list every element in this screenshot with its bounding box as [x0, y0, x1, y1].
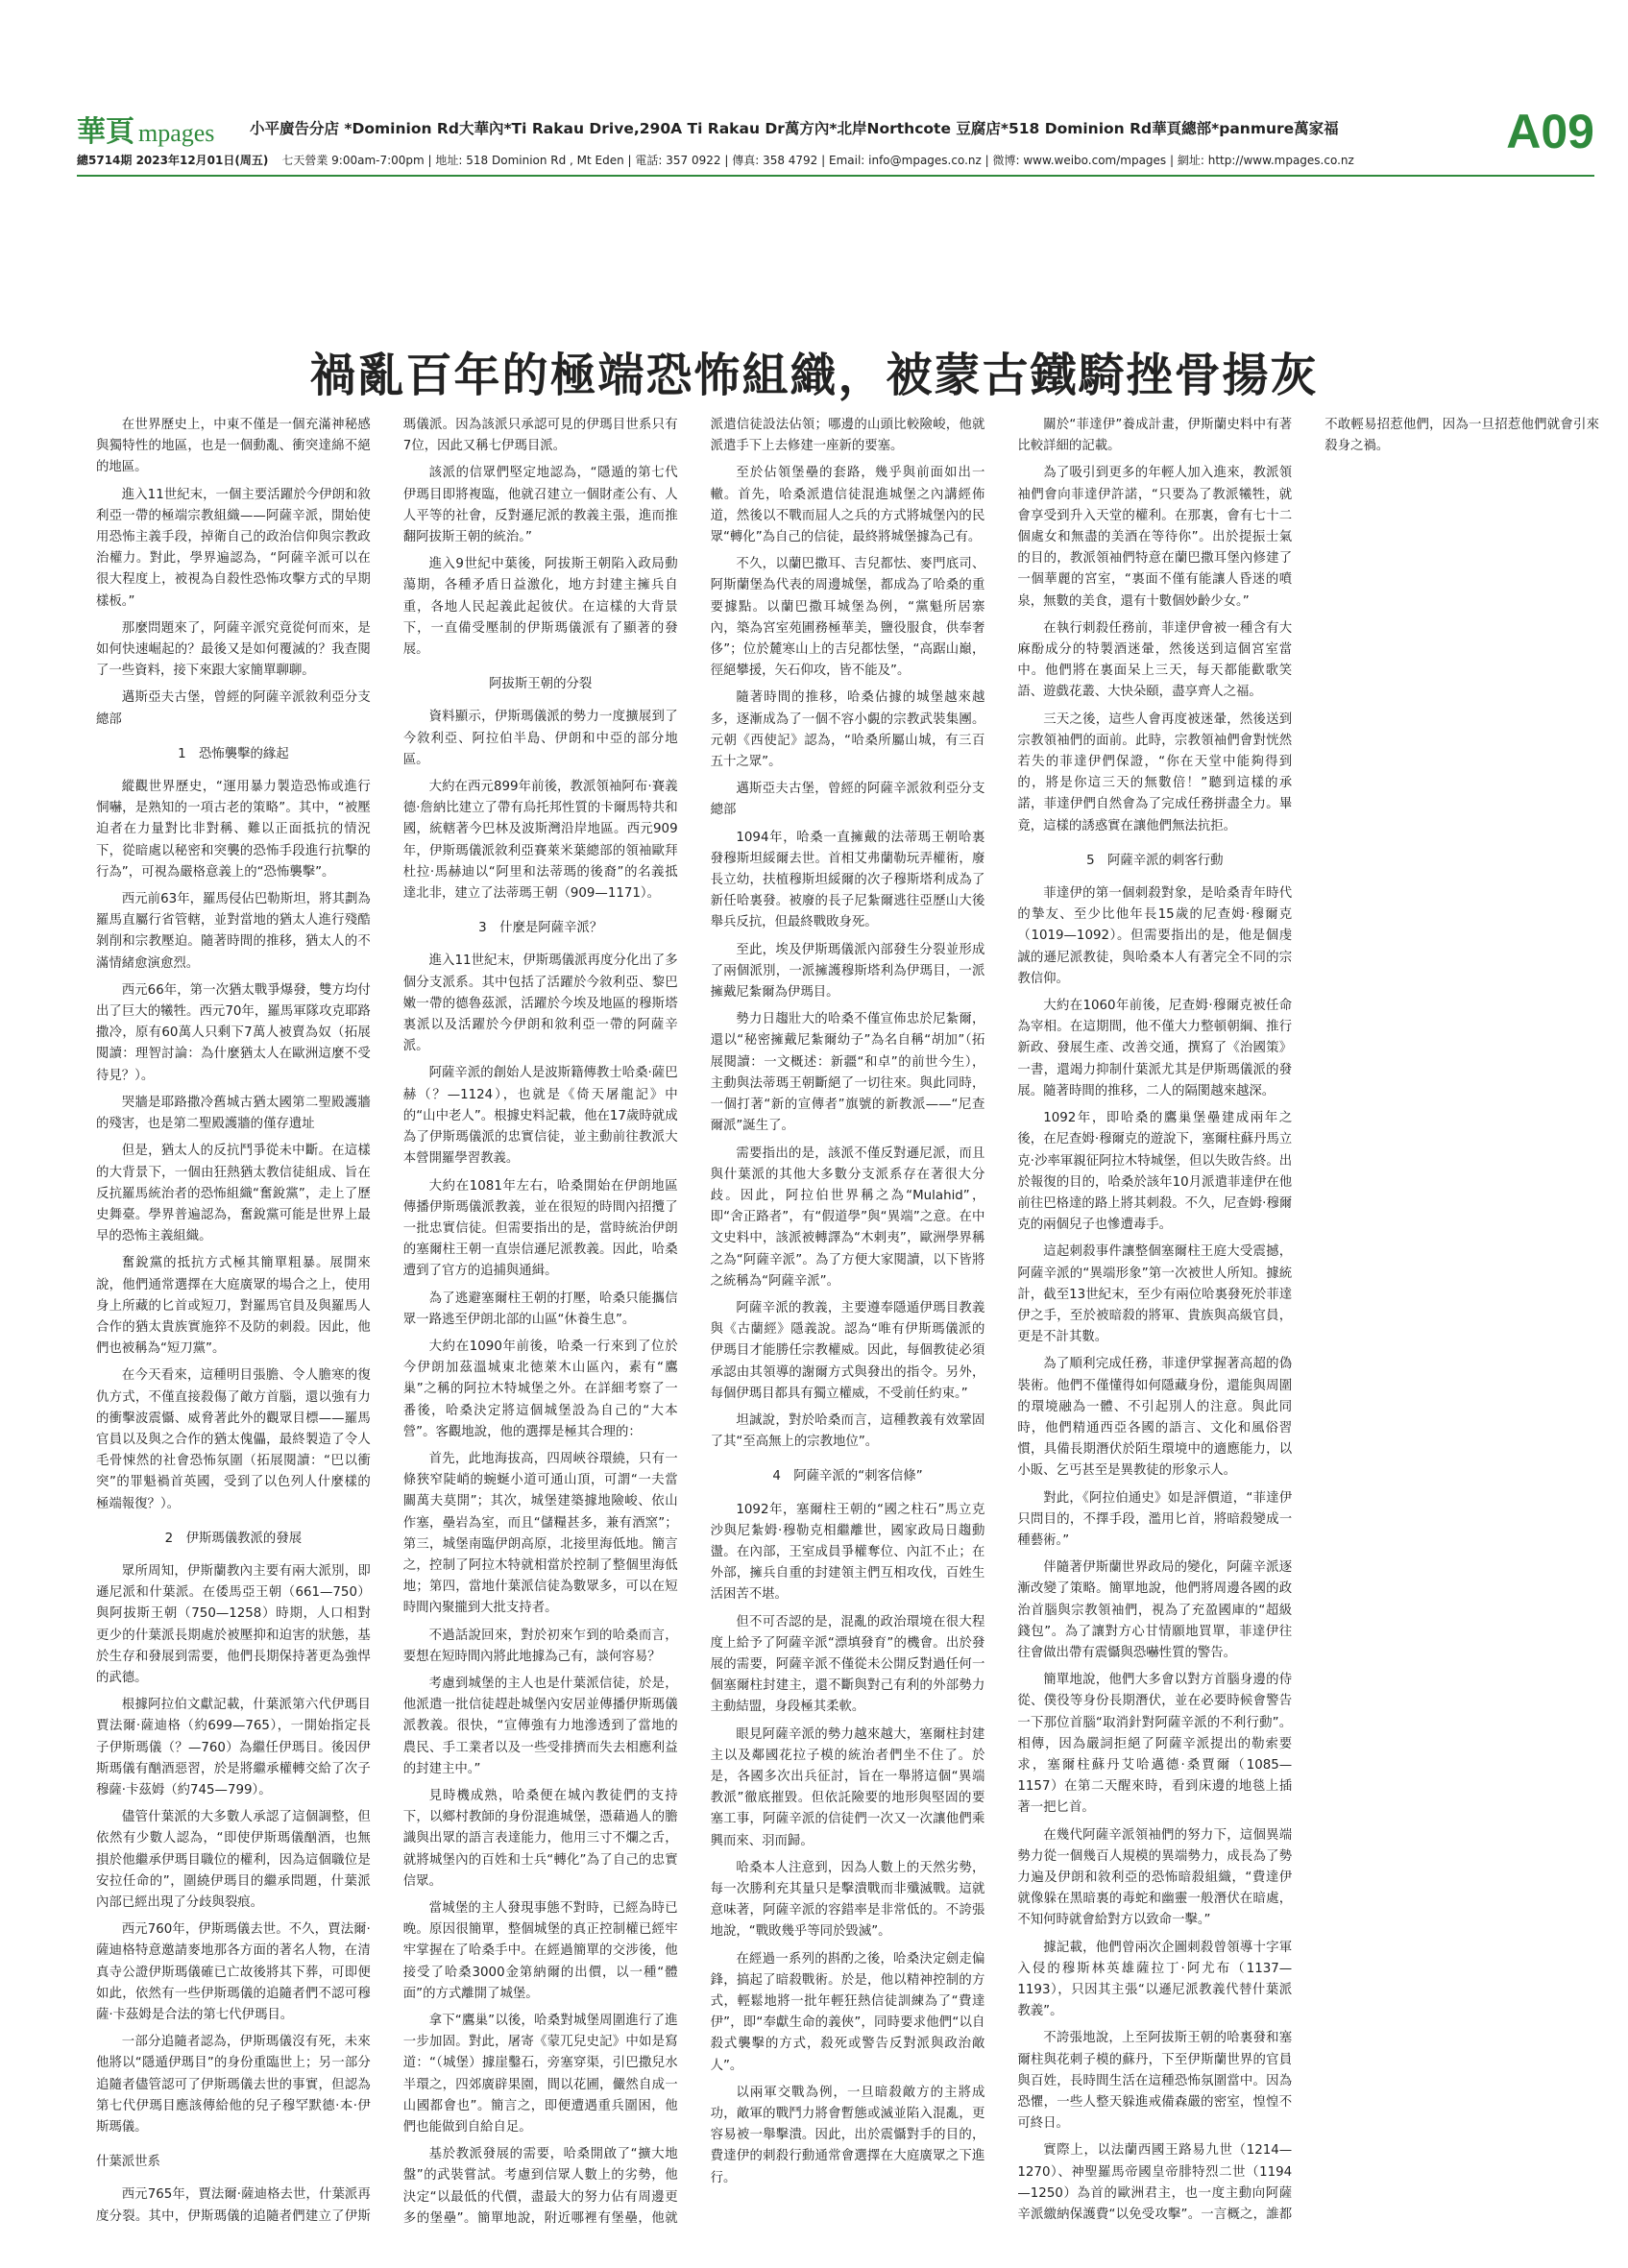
newspaper-logo — [77, 108, 214, 150]
paragraph: 眾所周知，伊斯蘭教內主要有兩大派別，即遜尼派和什葉派。在倭馬亞王朝（661—750）與阿拔斯王朝（750—1258）時期，人口相對更少的什葉派長期處於被壓抑和迫害的狀態，基於生存和發展到需要，他們長期保持著更為強悍的武德。 — [96, 1563, 371, 1685]
paragraph: 1094年，哈桑一直擁戴的法蒂瑪王朝哈裏發穆斯坦綏爾去世。首相艾弗蘭勒玩弄權術，廢長立幼，扶植穆斯坦綏爾的次子穆斯塔利成為了新任哈裏發。被廢的長子尼紮爾逃往亞歷山大後舉兵反抗，但最終戰敗身死。 — [710, 830, 985, 930]
section-heading: 1 恐怖襲擊的緣起 — [178, 746, 289, 761]
issue-number-date: 總5714期 2023年12月01日(周五) — [77, 154, 269, 167]
paragraph: 邁斯亞夫古堡，曾經的阿薩辛派敘利亞分支總部 — [96, 690, 371, 727]
paragraph: 大約在1081年左右，哈桑開始在伊朗地區傳播伊斯瑪儀派教義，並在很短的時間內招攬了一批忠實信徒。但需要指出的是，當時統治伊朗的塞爾柱王朝一直崇信遜尼派教義。因此，哈桑遭到了官方的追捕與通緝。 — [402, 1178, 678, 1279]
paragraph: 在幾代阿薩辛派領袖們的努力下，這個異端勢力從一個幾百人規模的異端勢力，成長為了勢力遍及伊朗和敘利亞的恐怖暗殺組織，“費達伊就像躲在黑暗裏的毒蛇和幽靈一般潛伏在暗處，不知何時就會給對方以致命一擊。” — [1017, 1827, 1293, 1928]
logo-cn: 華頁 — [77, 115, 134, 149]
paragraph: 進入11世紀末，伊斯瑪儀派再度分化出了多個分支派系。其中包括了活躍於今敘利亞、黎巴嫩一帶的德魯茲派，活躍於今埃及地區的穆斯塔裏派以及活躍於今伊朗和敘利亞一帶的阿薩辛派。 — [402, 953, 678, 1054]
paragraph: 但不可否認的是，混亂的政治環境在很大程度上給予了阿薩辛派“漂填發育”的機會。出於發展的需要，阿薩辛派不僅從未公開反對過任何一個塞爾柱封建主，還不斷與對己有利的外部勢力主動結盟，身段極其柔軟。 — [710, 1614, 985, 1715]
paragraph: 奮銳黨的抵抗方式極其簡單粗暴。展開來說，他們通常選擇在大庭廣眾的場合之上，使用身上所藏的匕首或短刀，對羅馬官員及與羅馬人合作的猶太貴族實施猝不及防的刺殺。因此，他們也被稱為“短刀黨”。 — [96, 1256, 371, 1357]
paragraph: 邁斯亞夫古堡，曾經的阿薩辛派敘利亞分支總部 — [710, 782, 985, 818]
paragraph: 簡單地說，他們大多會以對方首腦身邊的侍從、僕役等身份長期潛伏，並在必要時候會警告一下那位首腦“取消針對阿薩辛派的不利行動”。相傳，因為嚴詞拒絕了阿薩辛派提出的勒索要求，塞爾柱蘇丹艾哈邁德·桑賈爾（1085—1157）在第二天醒來時，看到床邊的地毯上插著一把匕首。 — [1017, 1673, 1293, 1816]
paragraph: 根據阿拉伯文獻記載，什葉派第六代伊瑪目賈法爾·薩迪格（約699—765），一開始指定長子伊斯瑪儀（？—760）為繼任伊瑪目。後因伊斯瑪儀有酗酒惡習，於是將繼承權轉交給了次子穆薩·卡茲姆（約745—799）。 — [96, 1698, 371, 1798]
paragraph: 西元前63年，羅馬侵佔巴勒斯坦，將其劃為羅馬直屬行省管轄，並對當地的猶太人進行殘酷剝削和宗教壓迫。隨著時間的推移，猶太人的不滿情緒愈演愈烈。 — [96, 892, 371, 971]
paragraph: 需要指出的是，該派不僅反對遜尼派，而且與什葉派的其他大多數分支派系存在著很大分歧。因此，阿拉伯世界稱之為“Mulahid”，即“舍正路者”，有“假道學”與“異端”之意。在中文史料中，該派被轉譯為“木剌夷”，歐洲學界稱之為“阿薩辛派”。為了方便大家閱讀，以下皆將之統稱為“阿薩辛派”。 — [710, 1146, 985, 1289]
paragraph: 為了逃避塞爾柱王朝的打壓，哈桑只能攜信眾一路逃至伊朗北部的山區“休養生息”。 — [402, 1291, 678, 1327]
paragraph: 進入9世紀中葉後，阿拔斯王朝陷入政局動蕩期，各種矛盾日益激化，地方封建主擁兵自重，各地人民起義此起彼伏。在這樣的大背景下，一直備受壓制的伊斯瑪儀派有了顯著的發展。 — [402, 557, 678, 658]
paragraph: 哈桑本人注意到，因為人數上的天然劣勢，每一次勝利充其量只是擊潰戰而非殲滅戰。這就意味著，阿薩辛派的容錯率是非常低的。不誇張地說，“戰敗幾乎等同於毀滅”。 — [710, 1860, 985, 1940]
logo-en: mpages — [138, 119, 215, 147]
article-body — [96, 415, 1599, 2234]
paragraph: 縱觀世界歷史，“運用暴力製造恐怖或進行恫嚇，是熟知的一項古老的策略”。其中，“被壓迫者在力量對比非對稱、難以正面抵抗的情況下，從暗處以秘密和突襲的恐怖手段進行抗擊的行為”，可視為嚴格意義上的“恐怖襲擊”。 — [96, 780, 371, 880]
paragraph: 資料顯示，伊斯瑪儀派的勢力一度擴展到了今敘利亞、阿拉伯半島、伊朗和中亞的部分地區。 — [402, 710, 678, 767]
paragraph: 在今天看來，這種明目張膽、令人膽寒的復仇方式，不僅直接殺傷了敵方首腦，還以強有力的衝擊波震懾、威脅著此外的觀眾目標——羅馬官員以及與之合作的猶太傀儡，最終製造了令人毛骨悚然的社會恐怖氛圍（拓展閱讀：“巴以衝突”的罪魁禍首英國，受到了以色列人什麼樣的極端報復？）。 — [96, 1368, 371, 1511]
paragraph: 進入11世紀末，一個主要活躍於今伊朗和敘利亞一帶的極端宗教組織——阿薩辛派，開始使用恐怖主義手段，掉衛自己的政治信仰與宗教政治權力。對此，學界遍認為，“阿薩辛派可以在很大程度上，被視為自殺性恐怖攻擊方式的早期樣板。” — [96, 487, 371, 609]
paragraph: 菲達伊的第一個刺殺對象，是哈桑青年時代的摯友、至少比他年長15歲的尼查姆·穆爾克（1019—1092）。但需要指出的是，他是個虔誠的遜尼派教徒，與哈桑本人有著完全不同的宗教信仰。 — [1017, 886, 1293, 986]
paragraph: 為了吸引到更多的年輕人加入進來，教派領袖們會向菲達伊許諾，“只要為了教派犧牲，就會享受到升入天堂的權利。在那裏，會有七十二個處女和無盡的美酒在等待你”。出於提振士氣的目的，教派領袖們特意在蘭巴撒耳堡內修建了一個華麗的宮室，“裏面不僅有能讓人昏迷的噴泉，無數的美食，還有十數個妙齡少女。” — [1017, 466, 1293, 609]
paragraph: 一部分追隨者認為，伊斯瑪儀沒有死，未來他將以“隱遁伊瑪目”的身份重臨世上；另一部分追隨者儘管認可了伊斯瑪儀去世的事實，但認為第七代伊瑪目應該傳給他的兒子穆罕默德·本·伊斯瑪儀。 — [96, 2035, 371, 2135]
paragraph: 在經過一系列的斟酌之後，哈桑決定劍走偏鋒，搞起了暗殺戰術。於是，他以精神控制的方式，輕鬆地將一批年輕狂熱信徒訓練為了“費達伊”，即“奉獻生命的義俠”，同時要求他們“以自殺式襲擊的方式，殺死或警告反對派與政治敵人”。 — [710, 1951, 985, 2073]
paragraph: 勢力日趨壯大的哈桑不僅宣佈忠於尼紮爾，還以“秘密擁戴尼紮爾幼子”為名自稱“胡加”（拓展閱讀：一文概述：新疆“和卓”的前世今生），主動與法蒂瑪王朝斷絕了一切往來。與此同時，一個打著“新的宣傳者”旗號的新教派——“尼查爾派”誕生了。 — [710, 1012, 985, 1134]
section-heading: 什葉派世系 — [96, 2155, 160, 2170]
paragraph: 不久，以蘭巴撒耳、吉兒都怯、麥門底司、阿斯蘭堡為代表的周邊城堡，都成為了哈桑的重要據點。以蘭巴撒耳城堡為例，“黨魁所居寨內，築為宮室苑圃務極華美，鹽役服食，供奉奢侈”；位於麓寒山上的吉兒都怯堡，“高踞山巔，徑絕攀援，矢石仰攻，皆不能及”。 — [710, 557, 985, 679]
paragraph: 三天之後，這些人會再度被迷暈，然後送到宗教領袖們的面前。此時，宗教領袖們會對恍然若失的菲達伊們保證，“你在天堂中能夠得到的，將是你這三天的無數倍！”聽到這樣的承諾，菲達伊們自然會為了完成任務拼盡全力。畢竟，這樣的誘惑實在讓他們無法抗拒。 — [1017, 712, 1293, 833]
paragraph: 在執行刺殺任務前，菲達伊會被一種含有大麻酚成分的特製酒迷暈，然後送到這個宮室當中。他們將在裏面呆上三天，每天都能歡歌笑語、遊戲花叢、大快朵頤，盡享齊人之福。 — [1017, 620, 1293, 700]
page-number: A09 — [1506, 105, 1594, 158]
paragraph: 據記載，他們曾兩次企圖刺殺曾領導十字軍入侵的穆斯林英雄薩拉丁·阿尤布（1137—1193），只因其主張“以遜尼派教義代替什葉派教義”。 — [1017, 1940, 1293, 2019]
paragraph: 眼見阿薩辛派的勢力越來越大，塞爾柱封建主以及鄰國花拉子模的統治者們坐不住了。於是，各國多次出兵征討，旨在一舉將這個“異端教派”徹底摧毀。但依託險要的地形與堅固的要塞工事，阿薩辛派的信徒們一次又一次讓他們乘興而來、羽而歸。 — [710, 1726, 985, 1848]
paragraph: 隨著時間的推移，哈桑佔據的城堡越來越多，逐漸成為了一個不容小覷的宗教武裝集團。元朝《西使記》認為，“哈桑所屬山城，有三百五十之眾”。 — [710, 690, 985, 770]
article-headline: 禍亂百年的極端恐怖組織，被蒙古鐵騎挫骨揚灰 — [309, 349, 1319, 403]
paragraph: 大約在1060年前後，尼查姆·穆爾克被任命為宰相。在這期間，他不僅大力整頓朝綱、推行新政、發展生產、改善交通，撰寫了《治國策》一書，還竭力抑制什葉派尤其是伊斯瑪儀派的發展。隨著時間的推移，二人的隔閡越來越深。 — [1017, 999, 1293, 1098]
masthead-divider — [77, 175, 1594, 177]
paragraph: 阿薩辛派的教義，主要遵奉隱遁伊瑪目教義與《古蘭經》隱義說。認為“唯有伊斯瑪儀派的伊瑪目才能勝任宗教權威。因此，每個教徒必須承認由其領導的謝爾方式與發出的指令。另外，每個伊瑪目都具有獨立權威，不受前任約束。” — [710, 1300, 985, 1401]
contact-info: 七天營業 9:00am-7:00pm | 地址: 518 Dominion Rd , Mt Eden | 電話: 357 0922 | 傳真: 358 4792 | Email: info@mpages.co.nz | 微博: www.weibo.com/mpages | 網址: http://www.mpages.co.nz — [281, 154, 1354, 167]
paragraph: 坦誠說，對於哈桑而言，這種教義有效鞏固了其“至高無上的宗教地位”。 — [710, 1412, 985, 1450]
issue-info-line — [77, 152, 1594, 168]
paragraph: 不過話說回來，對於初來乍到的哈桑而言，要想在短時間內將此地據為己有，談何容易？ — [402, 1628, 678, 1664]
paragraph: 關於“菲達伊”養成計畫，伊斯蘭史料中有著比較詳細的記載。 — [1017, 418, 1293, 454]
paragraph: 不誇張地說，上至阿拔斯王朝的哈裏發和塞爾柱與花刺子模的蘇丹，下至伊斯蘭世界的官員與百姓，長時間生活在這種恐怖氛圍當中。因為恐懼，一些人整天躲進戒備森嚴的密室，惶惶不可終日。 — [1017, 2031, 1293, 2132]
paragraph: 當城堡的主人發現事態不對時，已經為時已晚。原因很簡單，整個城堡的真正控制權已經牢牢掌握在了哈桑手中。在經過簡單的交涉後，他接受了哈桑3000金第納爾的出價，以一種“體面”的方式離開了城堡。 — [402, 1901, 678, 2001]
paragraph: 實際上，以法蘭西國王路易九世（1214—1270）、神聖羅馬帝國皇帝腓特烈二世（1194—1250）為首的歐洲君主，也一度主動向阿薩辛派繳納保護費“以免受攻擊”。一言概之，誰都不敢輕易招惹他們，因為一旦招惹他們就會引來殺身之禍。 — [1017, 418, 1599, 2223]
paragraph: 1092年，塞爾柱王朝的“國之柱石”馬立克沙與尼紮姆·穆勒克相繼離世，國家政局日趨動盪。在內部，王室成員爭權奪位、內訌不止；在外部，擁兵自重的封建領主們互相攻伐，百姓生活困苦不堪。 — [710, 1502, 985, 1603]
paragraph: 為了順利完成任務，菲達伊掌握著高超的偽裝術。他們不僅懂得如何隱藏身份，還能與周圍的環境融為一體、不引起別人的注意。與此同時，他們精通西亞各國的語言、文化和風俗習慣，具備長期潛伏於陌生環境中的適應能力，以小販、乞丐甚至是異教徒的形象示人。 — [1017, 1357, 1293, 1479]
paragraph: 在世界歷史上，中東不僅是一個充滿神秘感與獨特性的地區，也是一個動亂、衝突達綿不絕的地區。 — [96, 418, 371, 475]
masthead — [77, 105, 1594, 175]
section-heading: 阿拔斯王朝的分裂 — [489, 677, 593, 692]
paragraph: 大約在西元899年前後，教派領袖阿布·賽義德·詹納比建立了帶有烏托邦性質的卡爾馬特共和國，統轄著今巴林及波斯灣沿岸地區。西元909年，伊斯瑪儀派敘利亞賽萊米葉總部的領袖歐拜杜拉·馬赫迪以“阿里和法蒂瑪的後裔”的名義抵達北非，建立了法蒂瑪王朝（909—1171）。 — [402, 780, 678, 902]
paragraph: 首先，此地海拔高，四周峽谷環繞，只有一條狹窄陡峭的蜿蜒小道可通山頂，可謂“一夫當關萬夫莫開”；其次，城堡建築據地險峻、依山作塞，壘岩為室，而且“儲糧甚多，兼有酒窯”；第三，城堡南臨伊朗高原，北接里海低地。簡言之，控制了阿拉木特就相當於控制了整個里海低地；第四，當地什葉派信徒為數眾多，可以在短時間內聚攏到大批支持者。 — [402, 1451, 678, 1616]
paragraph: 儘管什葉派的大多數人承認了這個調整，但依然有少數人認為，“即使伊斯瑪儀酗酒，也無損於他繼承伊瑪目職位的權利，因為這個職位是安拉任命的”，圍繞伊瑪目的繼承問題，什葉派內部已經出現了分歧與裂痕。 — [96, 1810, 371, 1910]
paragraph: 考慮到城堡的主人也是什葉派信徒，於是，他派遣一批信徒趕赴城堡內安居並傳播伊斯瑪儀派教義。很快，“宣傳強有力地滲透到了當地的農民、手工業者以及一些受排擠而失去相應利益的封建主中。” — [402, 1676, 678, 1776]
paragraph: 伴隨著伊斯蘭世界政局的變化，阿薩辛派逐漸改變了策略。簡單地說，他們將周邊各國的政治首腦與宗教領袖們，視為了充盈國庫的“超級錢包”。為了讓對方心甘情願地買單，菲達伊往往會做出帶有震懾與恐嚇性質的警告。 — [1017, 1560, 1293, 1660]
paragraph: 西元765年，賈法爾·薩迪格去世，什葉派再度分裂。其中，伊斯瑪儀的追隨者們建立了伊斯瑪儀派。因為該派只承認可見的伊瑪目世系只有7位，因此又稱七伊瑪目派。 — [96, 418, 678, 2224]
paragraph: 見時機成熟，哈桑便在城內教徒們的支持下，以鄉村教師的身份混進城堡，憑藉過人的膽識與出眾的語言表達能力，他用三寸不爛之舌，就將城堡內的百姓和士兵“轉化”為了自己的忠實信眾。 — [402, 1788, 678, 1889]
paragraph: 拿下“鷹巢”以後，哈桑對城堡周圍進行了進一步加固。對此，屠寄《蒙兀兒史記》中如是寫道：“（城堡）據崖鑿石，旁塞穿渠，引巴撒兒水半環之，四郊廣辟果園，間以花圃，儼然自成一山國都會也”。簡言之，即便遭遇重兵圍困，他們也能做到自給自足。 — [402, 2014, 678, 2135]
paragraph: 大約在1090年前後，哈桑一行來到了位於今伊朗加茲溫城東北徳萊木山區內，素有“鷹巢”之稱的阿拉木特城堡之外。在詳細考察了一番後，哈桑決定將這個城堡設為自己的“大本營”。客觀地說，他的選擇是極其合理的： — [402, 1339, 678, 1439]
paragraph: 該派的信眾們堅定地認為，“隱遁的第七代伊瑪目即將複臨，他就召建立一個財產公有、人人平等的社會，反對遜尼派的教義主張，進而推翻阿拔斯王朝的統治。” — [402, 466, 678, 545]
paragraph: 西元760年，伊斯瑪儀去世。不久，賈法爾·薩迪格特意邀請麥地那各方面的著名人物，在清真寺公證伊斯瑪儀確已亡故後將其下葬，可即便如此，依然有一些伊斯瑪儀的追隨者們不認可穆薩·卡茲姆是合法的第七代伊瑪目。 — [96, 1922, 371, 2023]
branch-ad-line: 小平廣告分店 *Dominion Rd大華內*Ti Rakau Drive,290A Ti Rakau Dr萬方內*北岸Northcote 豆腐店*518 Dominion Rd華頁總部*panmure萬家福 — [250, 120, 1339, 137]
paragraph: 哭牆是耶路撒冷舊城古猶太國第二聖殿護牆的殘害，也是第二聖殿護牆的僅存遺址 — [96, 1095, 371, 1132]
paragraph: 但是，猶太人的反抗鬥爭從未中斷。在這樣的大背景下，一個由狂熱猶太教信徒組成、旨在反抗羅馬統治者的恐怖組織“奮銳黨”，走上了歷史舞臺。學界普遍認為，奮銳黨可能是世界上最早的恐怖主義組織。 — [96, 1144, 371, 1244]
paragraph: 基於教派發展的需要，哈桑開啟了“擴大地盤”的武裝嘗試。考慮到信眾人數上的劣勢，他決定“以最低的代價，盡最大的努力佔有周邊更多的堡壘”。簡單地說，附近哪裡有堡壘，他就派遣信徒設法佔領；哪邊的山頭比較險峻，他就派遣手下上去修建一座新的要塞。 — [402, 418, 985, 2226]
section-heading: 2 伊斯瑪儀教派的發展 — [164, 1531, 303, 1546]
paragraph: 至於佔領堡壘的套路，幾乎與前面如出一轍。首先，哈桑派遣信徒混進城堡之內講經佈道，然後以不戰而屈人之兵的方式將城堡內的民眾“轉化”為自己的信徒，最終將城堡據為己有。 — [710, 466, 985, 545]
paragraph: 西元66年，第一次猶太戰爭爆發，雙方均付出了巨大的犧牲。西元70年，羅馬軍隊攻克耶路撒冷，原有60萬人只剩下7萬人被賣為奴（拓展閱讀：理智討論：為什麼猶太人在歐洲這麼不受待見？）。 — [96, 982, 371, 1083]
paragraph: 至此，埃及伊斯瑪儀派內部發生分裂並形成了兩個派別，一派擁護穆斯塔利為伊瑪目，一派擁戴尼紮爾為伊瑪目。 — [710, 942, 985, 1001]
paragraph: 那麼問題來了，阿薩辛派究竟從何而來，是如何快速崛起的？最後又是如何覆滅的？我查閱了一些資料，接下來跟大家簡單聊聊。 — [96, 620, 371, 679]
paragraph: 這起刺殺事件讓整個塞爾柱王庭大受震撼，阿薩辛派的“異端形象”第一次被世人所知。據統計，截至13世紀末，至少有兩位哈裏發死於菲達伊之手，至於被暗殺的將軍、貴族與高級官員，更是不計其數。 — [1017, 1244, 1293, 1345]
paragraph: 以兩軍交戰為例，一旦暗殺敵方的主將成功，敵軍的戰鬥力將會暫態或滅並陷入混亂，更容易被一舉擊潰。因此，出於震懾對手的目的，費達伊的刺殺行動通常會選擇在大庭廣眾之下進行。 — [710, 2085, 985, 2185]
section-heading: 4 阿薩辛派的“刺客信條” — [772, 1469, 923, 1484]
paragraph: 1092年，即哈桑的鷹巢堡壘建成兩年之後，在尼查姆·穆爾克的遊說下，塞爾柱蘇丹馬立克·沙率軍親征阿拉木特城堡，但以失敗告終。出於報復的目的，哈桑於該年10月派遣菲達伊在他前往巴格達的路上將其刺殺。不久，尼查姆·穆爾克的兩個兒子也慘遭毒手。 — [1017, 1111, 1293, 1233]
section-heading: 5 阿薩辛派的刺客行動 — [1086, 853, 1224, 868]
paragraph: 對此，《阿拉伯通史》如是評價道，“菲達伊只問目的，不擇手段，濫用匕首，將暗殺變成一種藝術。” — [1017, 1490, 1293, 1548]
section-heading: 3 什麼是阿薩辛派？ — [478, 921, 603, 936]
paragraph: 阿薩辛派的創始人是波斯籍傳教士哈桑·薩巴赫（？—1124），也就是《倚天屠龍記》中的“山中老人”。根據史料記載，他在17歲時就成為了伊斯瑪儀派的忠實信徒，並主動前往教派大本營開羅學習教義。 — [402, 1066, 678, 1167]
